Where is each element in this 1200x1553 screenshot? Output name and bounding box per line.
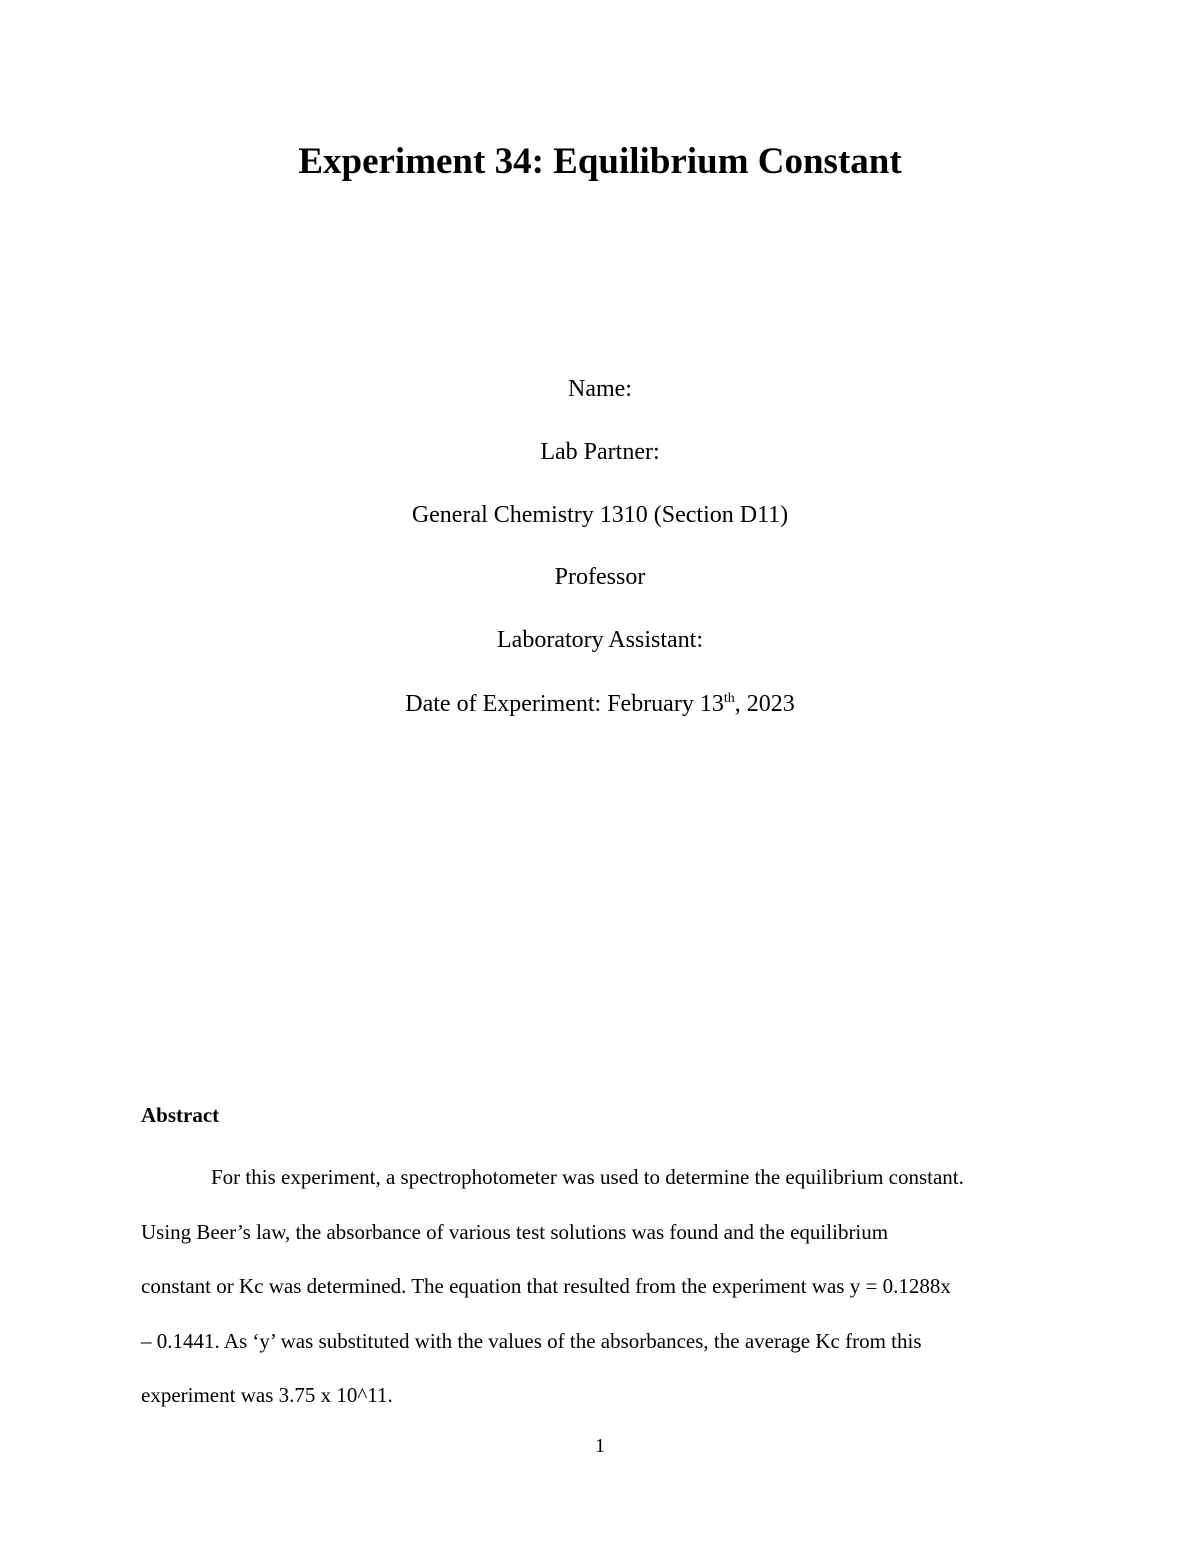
abstract-heading: Abstract bbox=[141, 1103, 220, 1127]
abstract-line: constant or Kc was determined. The equation that resulted from the experiment was y = 0.1288x bbox=[141, 1274, 951, 1298]
abstract-paragraph bbox=[141, 1150, 1061, 1423]
professor-label: Professor bbox=[554, 564, 646, 590]
course-line: General Chemistry 1310 (Section D11) bbox=[411, 502, 789, 528]
date-year: , 2023 bbox=[734, 691, 795, 717]
document-title: Experiment 34: Equilibrium Constant bbox=[298, 141, 902, 182]
date-of-experiment bbox=[0, 688, 1200, 720]
abstract-line: For this experiment, a spectrophotometer was used to determine the equilibrium constant. bbox=[211, 1165, 964, 1189]
abstract-line: – 0.1441. As ‘y’ was substituted with the values of the absorbances, the average Kc from this bbox=[141, 1328, 922, 1353]
date-prefix: Date of Experiment: February 13 bbox=[405, 691, 724, 717]
page-number: 1 bbox=[595, 1435, 605, 1457]
lab-partner-label: Lab Partner: bbox=[540, 439, 660, 465]
abstract-line: Using Beer’s law, the absorbance of various test solutions was found and the equilibrium bbox=[141, 1219, 889, 1244]
date-ordinal-suffix: th bbox=[723, 691, 735, 706]
abstract-line: experiment was 3.75 x 10^11. bbox=[141, 1383, 393, 1407]
lab-assistant-label: Laboratory Assistant: bbox=[497, 627, 703, 653]
name-label: Name: bbox=[568, 376, 632, 402]
